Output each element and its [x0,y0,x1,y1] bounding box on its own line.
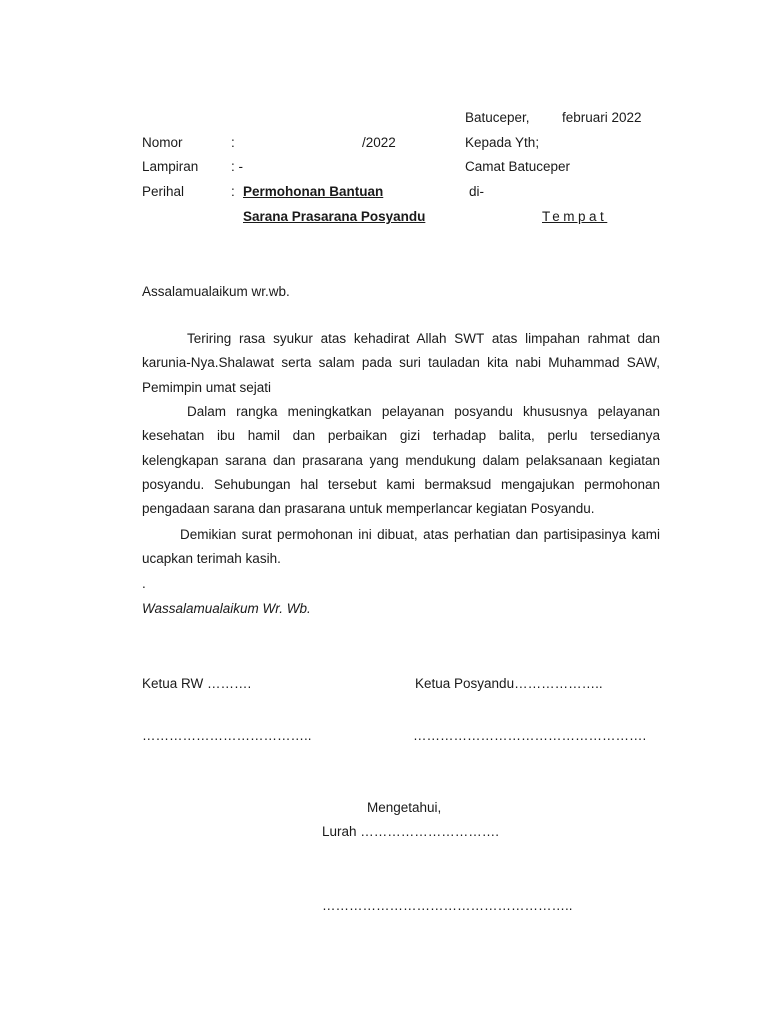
signature-lurah-name-line: ……………………………………………….. [322,898,573,913]
recipient-name: Camat Batuceper [465,159,571,174]
perihal-colon: : [231,184,235,199]
nomor-value: /2022 [362,135,396,150]
stray-dot: . [142,576,146,591]
signature-rw-label: Ketua RW ………. [142,676,252,691]
paragraph-line: kesehatan ibu hamil dan perbaikan gizi terhadap balita, perlu tersedianya [142,428,660,444]
signature-posyandu-name-line: ……………………………………………. [413,728,647,743]
greeting: Assalamualaikum wr.wb. [142,284,290,299]
mengetahui-label: Mengetahui, [367,800,442,815]
recipient-place: Tempat [542,209,608,224]
paragraph-purpose [142,400,660,521]
lampiran-label: Lampiran [142,159,199,174]
recipient-greeting: Kepada Yth; [465,135,540,150]
perihal-subject-line2: Sarana Prasarana Posyandu [243,209,426,224]
paragraph-line: Teriring rasa syukur atas kehadirat Allah SWT atas limpahan rahmat dan [187,331,660,346]
perihal-subject-line1: Permohonan Bantuan [243,184,384,199]
paragraph-line: pengadaan sarana dan prasarana untuk memperlancar kegiatan Posyandu. [142,501,595,517]
paragraph-line: Dalam rangka meningkatkan pelayanan posyandu khususnya pelayanan [187,404,660,419]
paragraph-closing [142,523,660,572]
recipient-di: di- [469,184,485,199]
nomor-label: Nomor [142,135,183,150]
paragraph-opening [142,327,660,400]
paragraph-line: Pemimpin umat sejati [142,379,272,395]
signature-rw-name-line: ……………………………….. [142,728,312,743]
paragraph-line: Demikian surat permohonan ini dibuat, atas perhatian dan partisipasinya kami [180,527,660,542]
signature-posyandu-label: Ketua Posyandu……………….. [415,676,603,691]
paragraph-line: karunia-Nya.Shalawat serta salam pada suri tauladan kita nabi Muhammad SAW, [142,355,660,371]
nomor-colon: : [231,135,235,150]
paragraph-line: ucapkan terimah kasih. [142,551,281,567]
letter-date: februari 2022 [562,110,642,125]
paragraph-line: posyandu. Sehubungan hal tersebut kami bermaksud mengajukan permohonan [142,476,660,492]
letter-place: Batuceper, [465,110,530,125]
paragraph-line: kelengkapan sarana dan prasarana yang mendukung dalam pelaksanaan kegiatan [142,452,660,468]
signature-lurah-label: Lurah …………………………. [322,824,500,839]
lampiran-value: : - [231,159,243,174]
perihal-label: Perihal [142,184,185,199]
closing-salutation: Wassalamualaikum Wr. Wb. [142,601,311,616]
